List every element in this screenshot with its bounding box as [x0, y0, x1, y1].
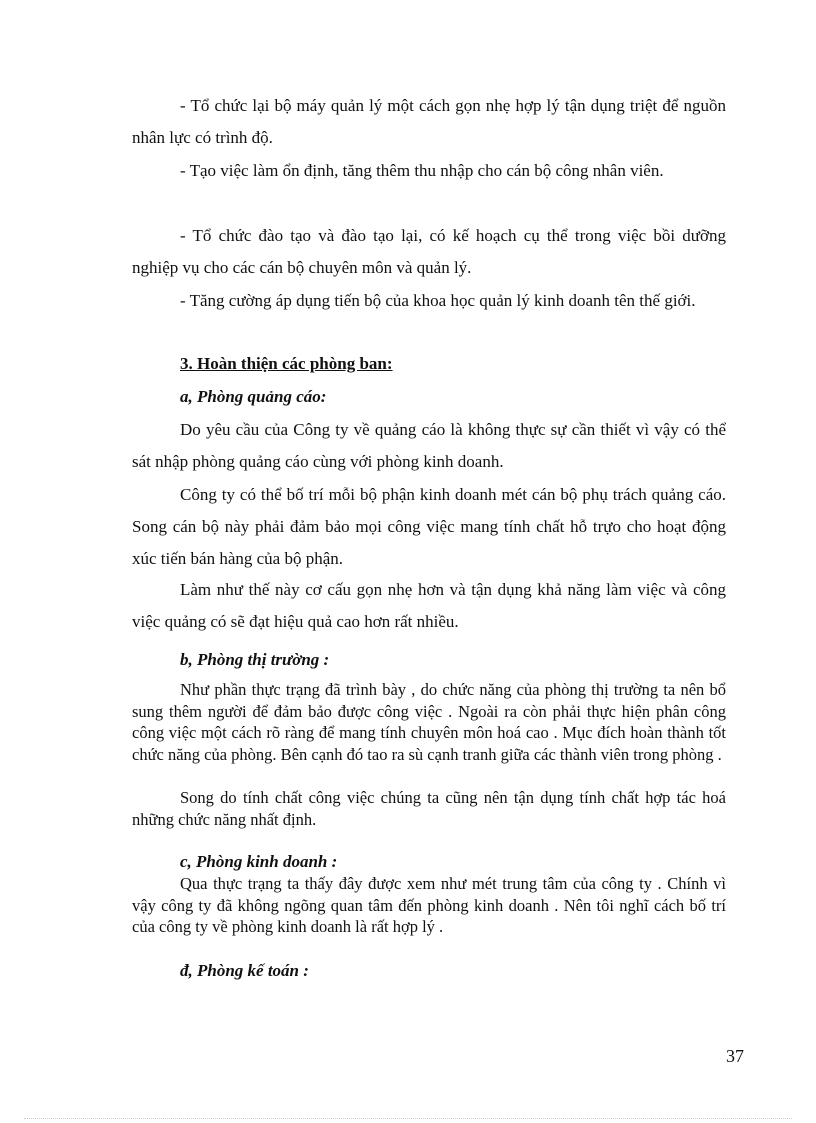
- paragraph-stable-jobs: - Tạo việc làm ổn định, tăng thêm thu nhập cho cán bộ công nhân viên.: [180, 161, 664, 180]
- subheading-business: c, Phòng kinh doanh :: [180, 852, 338, 871]
- subheading-accounting: đ, Phòng kế toán :: [180, 961, 309, 980]
- paragraph-business-center: Qua thực trạng ta thấy đây được xem như mét trung tâm của công ty . Chính vì vậy công ty đã không ngõng quan tâm đến phòng kinh doanh . Nên tôi nghĩ cách bố trí của công ty về phòng kinh doanh là rất hợp lý .: [132, 874, 726, 936]
- paragraph-training: - Tổ chức đào tạo và đào tạo lại, có kế hoạch cụ thể trong việc bồi dưỡng nghiệp vụ cho các cán bộ chuyên môn và quản lý.: [132, 226, 726, 277]
- paragraph-advertising-merge: Do yêu cầu của Công ty về quảng cáo là không thực sự cần thiết vì vậy có thể sát nhập phòng quảng cáo cùng với phòng kinh doanh.: [132, 420, 726, 471]
- paragraph-apply-science: - Tăng cường áp dụng tiến bộ của khoa học quản lý kinh doanh tên thế giới.: [180, 291, 696, 310]
- subheading-advertising: a, Phòng quảng cáo:: [180, 387, 327, 406]
- paragraph-restructure-management: - Tổ chức lại bộ máy quản lý một cách gọn nhẹ hợp lý tận dụng triệt để nguồn nhân lực có trình độ.: [132, 96, 726, 147]
- paragraph-market-staff: Như phần thực trạng đã trình bày , do chức năng của phòng thị trường ta nên bổ sung thêm người để đảm bảo được công việc . Ngoài ra còn phải thực hiện phân công công việc một cách rõ ràng để mang tính chuyên môn hoá cao . Mục đích hoàn thành tốt chức năng của phòng. Bên cạnh đó tao ra sù cạnh tranh giữa các thành viên trong phòng .: [132, 680, 726, 764]
- paragraph-lean-structure: Làm như thế này cơ cấu gọn nhẹ hơn và tận dụng khả năng làm việc và công việc quảng có sẽ đạt hiệu quả cao hơn rất nhiều.: [132, 580, 726, 631]
- section-heading-3: 3. Hoàn thiện các phòng ban:: [180, 354, 393, 373]
- page-number: 37: [726, 1046, 744, 1066]
- paragraph-market-cooperation: Song do tính chất công việc chúng ta cũng nên tận dụng tính chất hợp tác hoá những chức năng nhất định.: [132, 788, 726, 829]
- page-bottom-divider: [24, 1118, 792, 1119]
- paragraph-advertising-staff: Công ty có thể bố trí mỗi bộ phận kinh doanh mét cán bộ phụ trách quảng cáo. Song cán bộ này phải đảm bảo mọi công việc mang tính chất hỗ trựo cho hoạt động xúc tiến bán hàng của bộ phận.: [132, 485, 726, 568]
- subheading-market: b, Phòng thị trường :: [180, 650, 330, 669]
